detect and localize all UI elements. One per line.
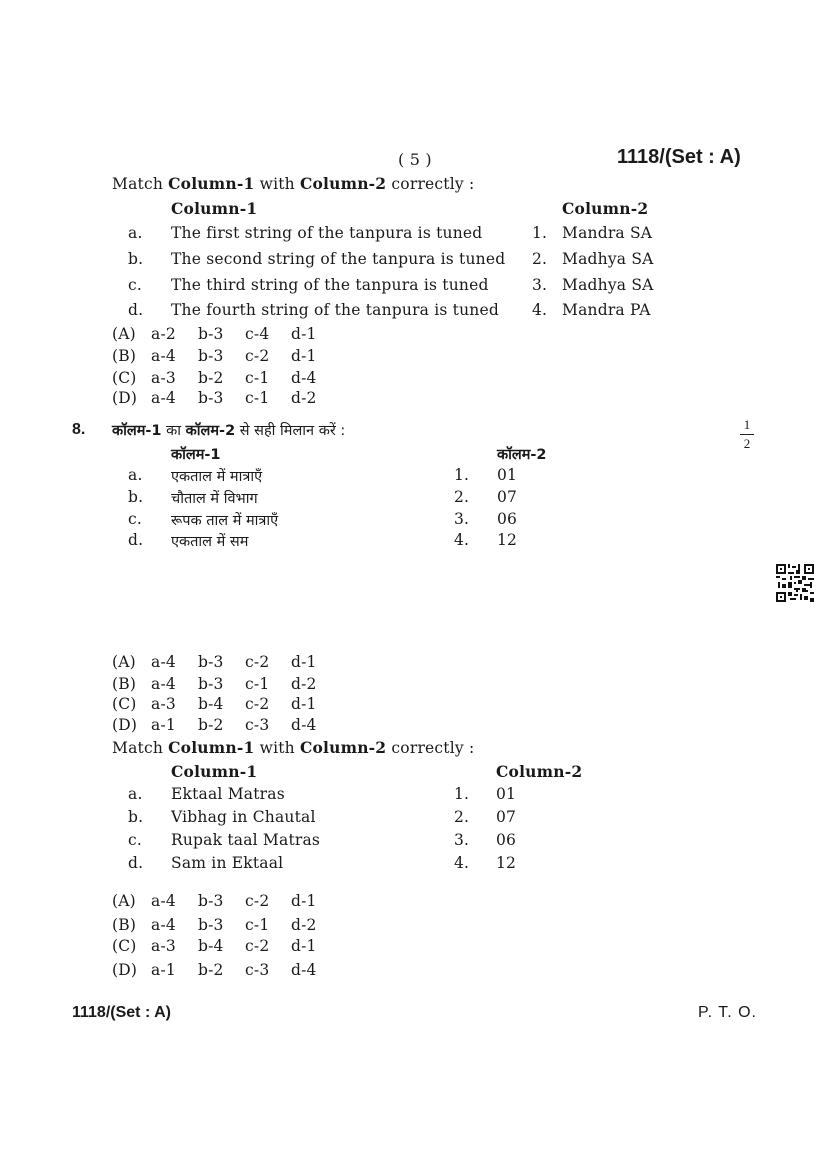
option-label: (B) [112, 675, 137, 693]
section3-col1-header: Column-1 [171, 762, 258, 781]
option-b: b-3 [198, 389, 224, 407]
section1-col2-header: Column-2 [562, 199, 649, 218]
question8-instruction: कॉलम-1 का कॉलम-2 से सही मिलान करें : [112, 423, 346, 439]
option-b: b-3 [198, 675, 224, 693]
row-num: 2. [454, 488, 470, 506]
row-num: 1. [532, 224, 548, 242]
row-num: 4. [532, 301, 548, 319]
option-label: (B) [112, 347, 137, 365]
row-text: Rupak taal Matras [171, 831, 321, 849]
option-a: a-4 [151, 675, 176, 693]
row-letter: d. [128, 531, 144, 549]
option-b: b-3 [198, 892, 224, 910]
option-c: c-3 [245, 961, 270, 979]
row-letter: c. [128, 276, 143, 294]
row-text: The first string of the tanpura is tuned [171, 224, 483, 242]
option-b: b-3 [198, 325, 224, 343]
row-letter: b. [128, 250, 144, 268]
row-num: 2. [454, 808, 470, 826]
option-label: (A) [112, 653, 136, 671]
marks-fraction [740, 417, 754, 452]
option-label: (A) [112, 325, 136, 343]
row-answer: 01 [496, 785, 517, 803]
option-a: a-3 [151, 937, 176, 955]
row-letter: a. [128, 466, 143, 484]
option-a: a-4 [151, 892, 176, 910]
option-a: a-4 [151, 916, 176, 934]
row-letter: d. [128, 854, 144, 872]
row-answer: Mandra PA [562, 301, 651, 319]
option-a: a-4 [151, 389, 176, 407]
option-label: (D) [112, 389, 138, 407]
row-text: चौताल में विभाग [171, 491, 258, 507]
row-answer: Madhya SA [562, 250, 654, 268]
option-d: d-1 [291, 695, 317, 713]
row-letter: b. [128, 808, 144, 826]
option-a: a-1 [151, 961, 176, 979]
option-a: a-4 [151, 653, 176, 671]
row-letter: d. [128, 301, 144, 319]
option-c: c-2 [245, 347, 270, 365]
question-number: 8. [72, 421, 86, 438]
option-a: a-4 [151, 347, 176, 365]
option-d: d-1 [291, 347, 317, 365]
row-num: 1. [454, 785, 470, 803]
row-letter: c. [128, 831, 143, 849]
option-c: c-1 [245, 675, 270, 693]
option-c: c-2 [245, 937, 270, 955]
qr-code-icon [776, 564, 814, 606]
page-number: ( 5 ) [398, 150, 432, 169]
row-text: Vibhag in Chautal [171, 808, 316, 826]
row-text: Ektaal Matras [171, 785, 285, 803]
option-c: c-3 [245, 716, 270, 734]
row-answer: Madhya SA [562, 276, 654, 294]
pto-label: P. T. O. [698, 1004, 757, 1021]
option-label: (A) [112, 892, 136, 910]
row-answer: 06 [496, 831, 517, 849]
option-c: c-2 [245, 653, 270, 671]
option-a: a-1 [151, 716, 176, 734]
row-text: The third string of the tanpura is tuned [171, 276, 489, 294]
option-d: d-2 [291, 675, 317, 693]
row-num: 4. [454, 854, 470, 872]
option-b: b-2 [198, 716, 224, 734]
row-answer: 01 [497, 466, 518, 484]
row-num: 3. [532, 276, 548, 294]
row-text: एकताल में सम [171, 534, 249, 550]
row-num: 3. [454, 831, 470, 849]
section1-col1-header: Column-1 [171, 199, 258, 218]
option-b: b-2 [198, 369, 224, 387]
section3-col2-header: Column-2 [496, 762, 583, 781]
row-answer: 07 [496, 808, 517, 826]
option-d: d-4 [291, 716, 317, 734]
row-text: The second string of the tanpura is tuned [171, 250, 506, 268]
option-c: c-2 [245, 695, 270, 713]
option-d: d-2 [291, 389, 317, 407]
option-a: a-3 [151, 695, 176, 713]
row-text: एकताल में मात्राएँ [171, 469, 263, 485]
option-d: d-1 [291, 325, 317, 343]
option-label: (C) [112, 695, 137, 713]
marks-numerator: 1 [743, 417, 751, 432]
row-answer: 12 [496, 854, 517, 872]
paper-code-footer: 1118/(Set : A) [72, 1004, 172, 1021]
option-d: d-4 [291, 961, 317, 979]
row-text: Sam in Ektaal [171, 854, 284, 872]
option-c: c-2 [245, 892, 270, 910]
option-b: b-3 [198, 916, 224, 934]
row-answer: 07 [497, 488, 518, 506]
row-letter: b. [128, 488, 144, 506]
paper-code-header: 1118/(Set : A) [617, 146, 741, 168]
option-b: b-2 [198, 961, 224, 979]
row-text: रूपक ताल में मात्राएँ [171, 513, 279, 529]
option-a: a-3 [151, 369, 176, 387]
option-b: b-3 [198, 347, 224, 365]
option-label: (C) [112, 369, 137, 387]
option-c: c-1 [245, 389, 270, 407]
option-c: c-1 [245, 916, 270, 934]
section1-instruction: Match Column-1 with Column-2 correctly : [112, 174, 475, 193]
option-label: (C) [112, 937, 137, 955]
option-d: d-1 [291, 653, 317, 671]
option-a: a-2 [151, 325, 176, 343]
row-num: 3. [454, 510, 470, 528]
marks-denominator: 2 [743, 436, 751, 451]
row-answer: Mandra SA [562, 224, 653, 242]
option-c: c-1 [245, 369, 270, 387]
option-c: c-4 [245, 325, 270, 343]
row-num: 4. [454, 531, 470, 549]
row-num: 2. [532, 250, 548, 268]
row-num: 1. [454, 466, 470, 484]
option-label: (D) [112, 716, 138, 734]
row-answer: 06 [497, 510, 518, 528]
option-d: d-1 [291, 937, 317, 955]
row-text: The fourth string of the tanpura is tuned [171, 301, 499, 319]
option-d: d-2 [291, 916, 317, 934]
row-letter: a. [128, 224, 143, 242]
option-b: b-3 [198, 653, 224, 671]
option-b: b-4 [198, 937, 224, 955]
option-d: d-4 [291, 369, 317, 387]
row-letter: a. [128, 785, 143, 803]
option-label: (D) [112, 961, 138, 979]
row-letter: c. [128, 510, 143, 528]
question8-col2-header: कॉलम-2 [497, 447, 547, 463]
option-b: b-4 [198, 695, 224, 713]
fraction-bar [740, 434, 754, 435]
option-d: d-1 [291, 892, 317, 910]
option-label: (B) [112, 916, 137, 934]
question8-col1-header: कॉलम-1 [171, 447, 221, 463]
row-answer: 12 [497, 531, 518, 549]
section3-instruction: Match Column-1 with Column-2 correctly : [112, 738, 475, 757]
